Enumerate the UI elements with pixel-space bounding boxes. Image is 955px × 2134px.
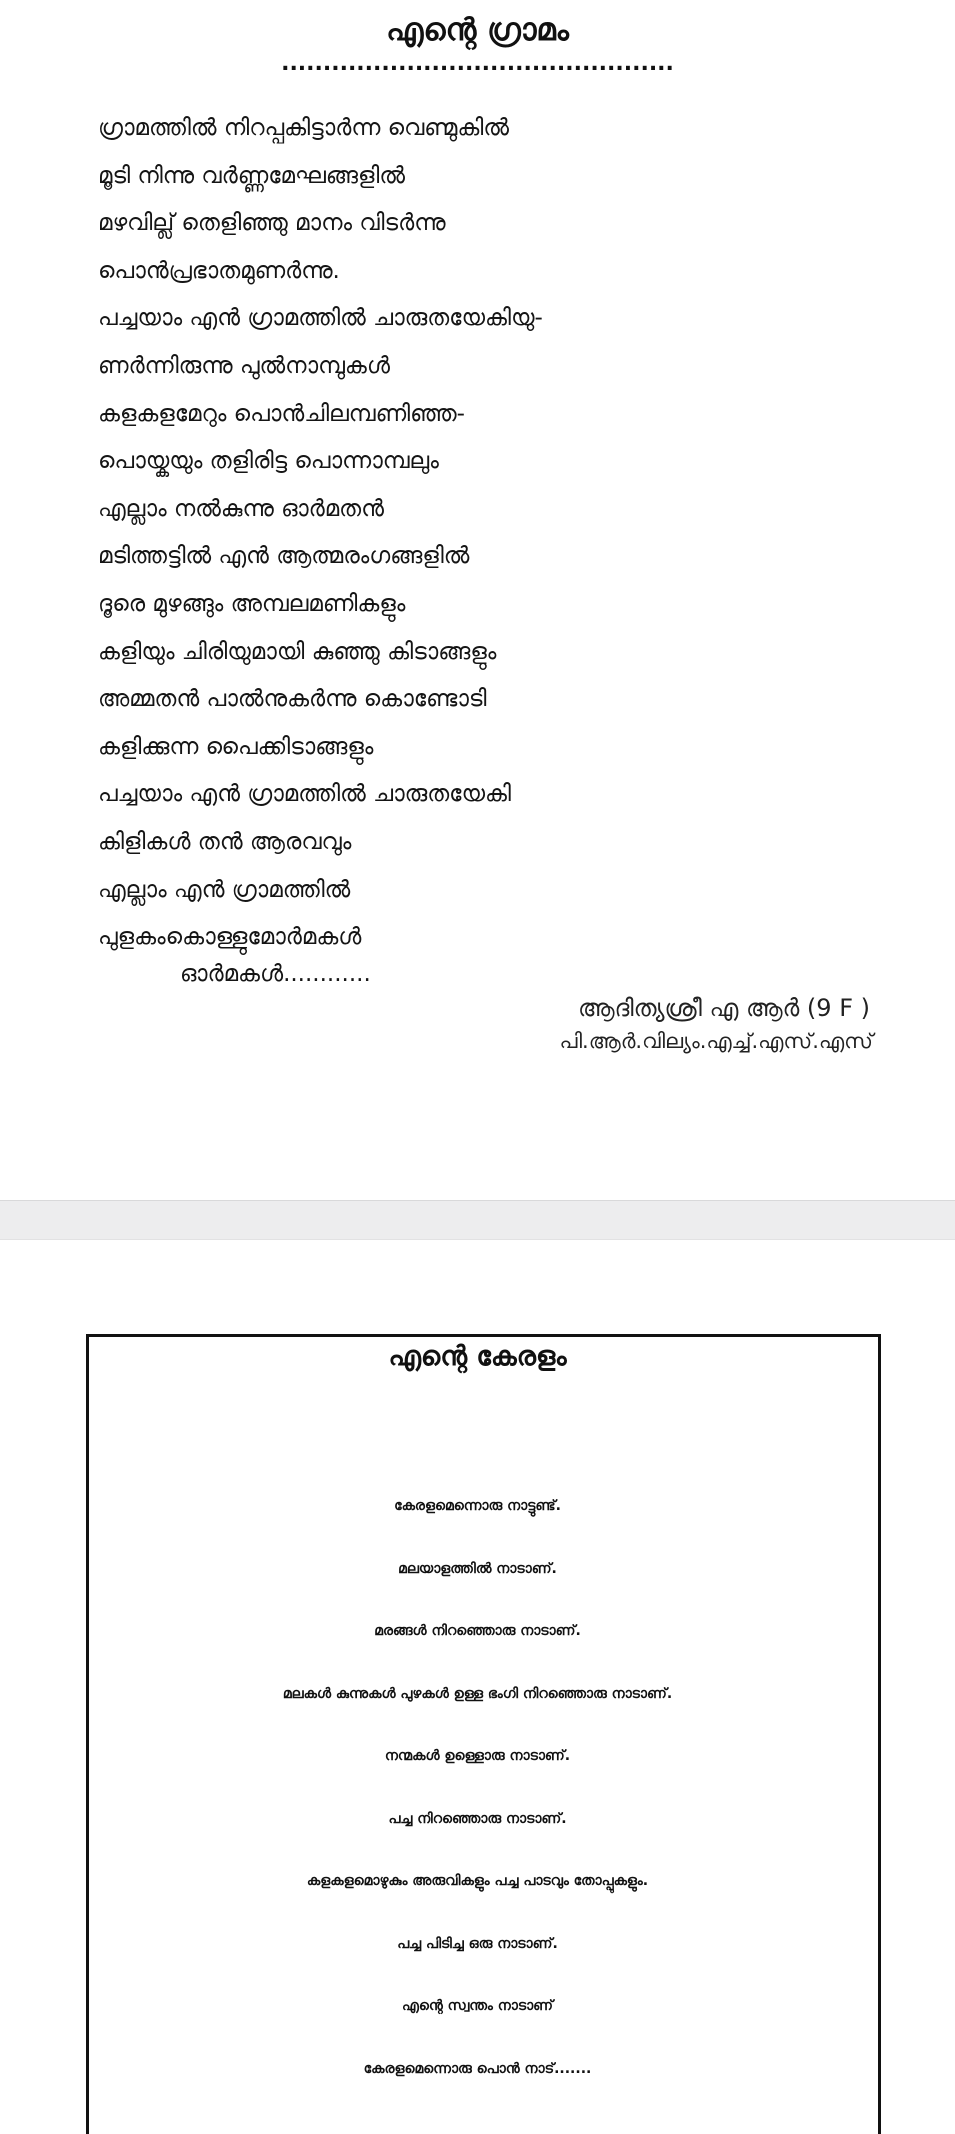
poem-body [98, 111, 543, 968]
poem-line: കളകളമേറും പൊൻചിലമ്പണിഞ്ഞ- [98, 400, 465, 427]
poem-line: പച്ചയാം എൻ ഗ്രാമത്തിൽ ചാരുതയേകിയു- [98, 305, 543, 332]
poem-line: മടിത്തട്ടിൽ എൻ ആത്മരംഗങ്ങളിൽ [98, 543, 470, 570]
poem-title: എന്റെ കേരളം [388, 1341, 567, 1372]
poem-line: നന്മകൾ ഉള്ളൊരു നാടാണ്. [384, 1748, 571, 1764]
poem-line: മലയാളത്തിൽ നാടാണ്. [398, 1560, 557, 1577]
poem-line: മഴവില്ല് തെളിഞ്ഞു മാനം വിടർന്നു [98, 210, 446, 237]
poem-closing-line: ഓർമകൾ............ [180, 961, 371, 987]
poem-line: കേരളമെന്നൊരു നാട്ടുണ്ട്. [394, 1498, 561, 1514]
poem-line: പൊൻപ്രഭാതമുണർന്നു. [98, 257, 340, 284]
poem-line: പച്ചയാം എൻ ഗ്രാമത്തിൽ ചാരുതയേകി [98, 781, 512, 808]
school-name: പി.ആർ.വില്യം.എച്ച്.എസ്.എസ് [559, 1029, 873, 1053]
poem-line: എല്ലാം നൽകുന്നു ഓർമതൻ [98, 495, 384, 522]
poem-line: മലകൾ കുന്നുകൾ പുഴകൾ ഉള്ള ഭംഗി നിറഞ്ഞൊരു നാടാണ്. [282, 1685, 673, 1702]
poem-line: പച്ച നിറഞ്ഞൊരു നാടാണ്. [388, 1810, 567, 1827]
page-separator [0, 1200, 955, 1240]
poem-line: അമ്മതൻ പാൽനുകർന്നു കൊണ്ടോടി [98, 686, 487, 713]
poem-line: പച്ച പിടിച്ച ഒരു നാടാണ്. [397, 1935, 558, 1952]
poem-line: എല്ലാം എൻ ഗ്രാമത്തിൽ [98, 876, 351, 903]
poem-line: ണർന്നിരുന്നു പുൽനാമ്പുകൾ [98, 352, 390, 379]
poem-body [0, 1494, 955, 2119]
poem-title: എന്റെ ഗ്രാമം [386, 12, 569, 48]
poem-line: ഗ്രാമത്തിൽ നിറപ്പകിട്ടാർന്ന വെണ്മുകിൽ [98, 115, 510, 141]
poem-line: കിളികൾ തൻ ആരവവും [98, 828, 352, 855]
title-dotted-underline: ............................................... [281, 51, 674, 76]
poem-line: പൊയ്കയും തളിരിട്ട പൊന്നാമ്പലും [98, 448, 439, 475]
poem-line: കളിക്കുന്ന പൈക്കിടാങ്ങളും [98, 733, 374, 760]
document-page-2 [0, 1240, 955, 2098]
poem-line: എന്റെ സ്വന്തം നാടാണ് [401, 1998, 553, 2014]
poem-line: മൂടി നിന്നു വർണ്ണമേഘങ്ങളിൽ [98, 162, 405, 189]
poem-line: കളിയും ചിരിയുമായി കുഞ്ഞു കിടാങ്ങളും [98, 638, 497, 665]
poem-line: കേരളമെന്നൊരു പൊൻ നാട്....... [363, 2060, 592, 2077]
poem-line: ദൂരെ മുഴങ്ങും അമ്പലമണികളും [98, 590, 406, 617]
poem-line: പുളകംകൊള്ളുമോർമകൾ [98, 924, 362, 951]
poem-line: കളകളമൊഴുകും അരുവികളും പച്ച പാടവും തോപ്പുകളും. [306, 1873, 649, 1889]
poem-line: മരങ്ങൾ നിറഞ്ഞൊരു നാടാണ്. [374, 1623, 581, 1639]
author-name: ആദിത്യശ്രീ എ ആർ (9 F ) [577, 994, 870, 1022]
